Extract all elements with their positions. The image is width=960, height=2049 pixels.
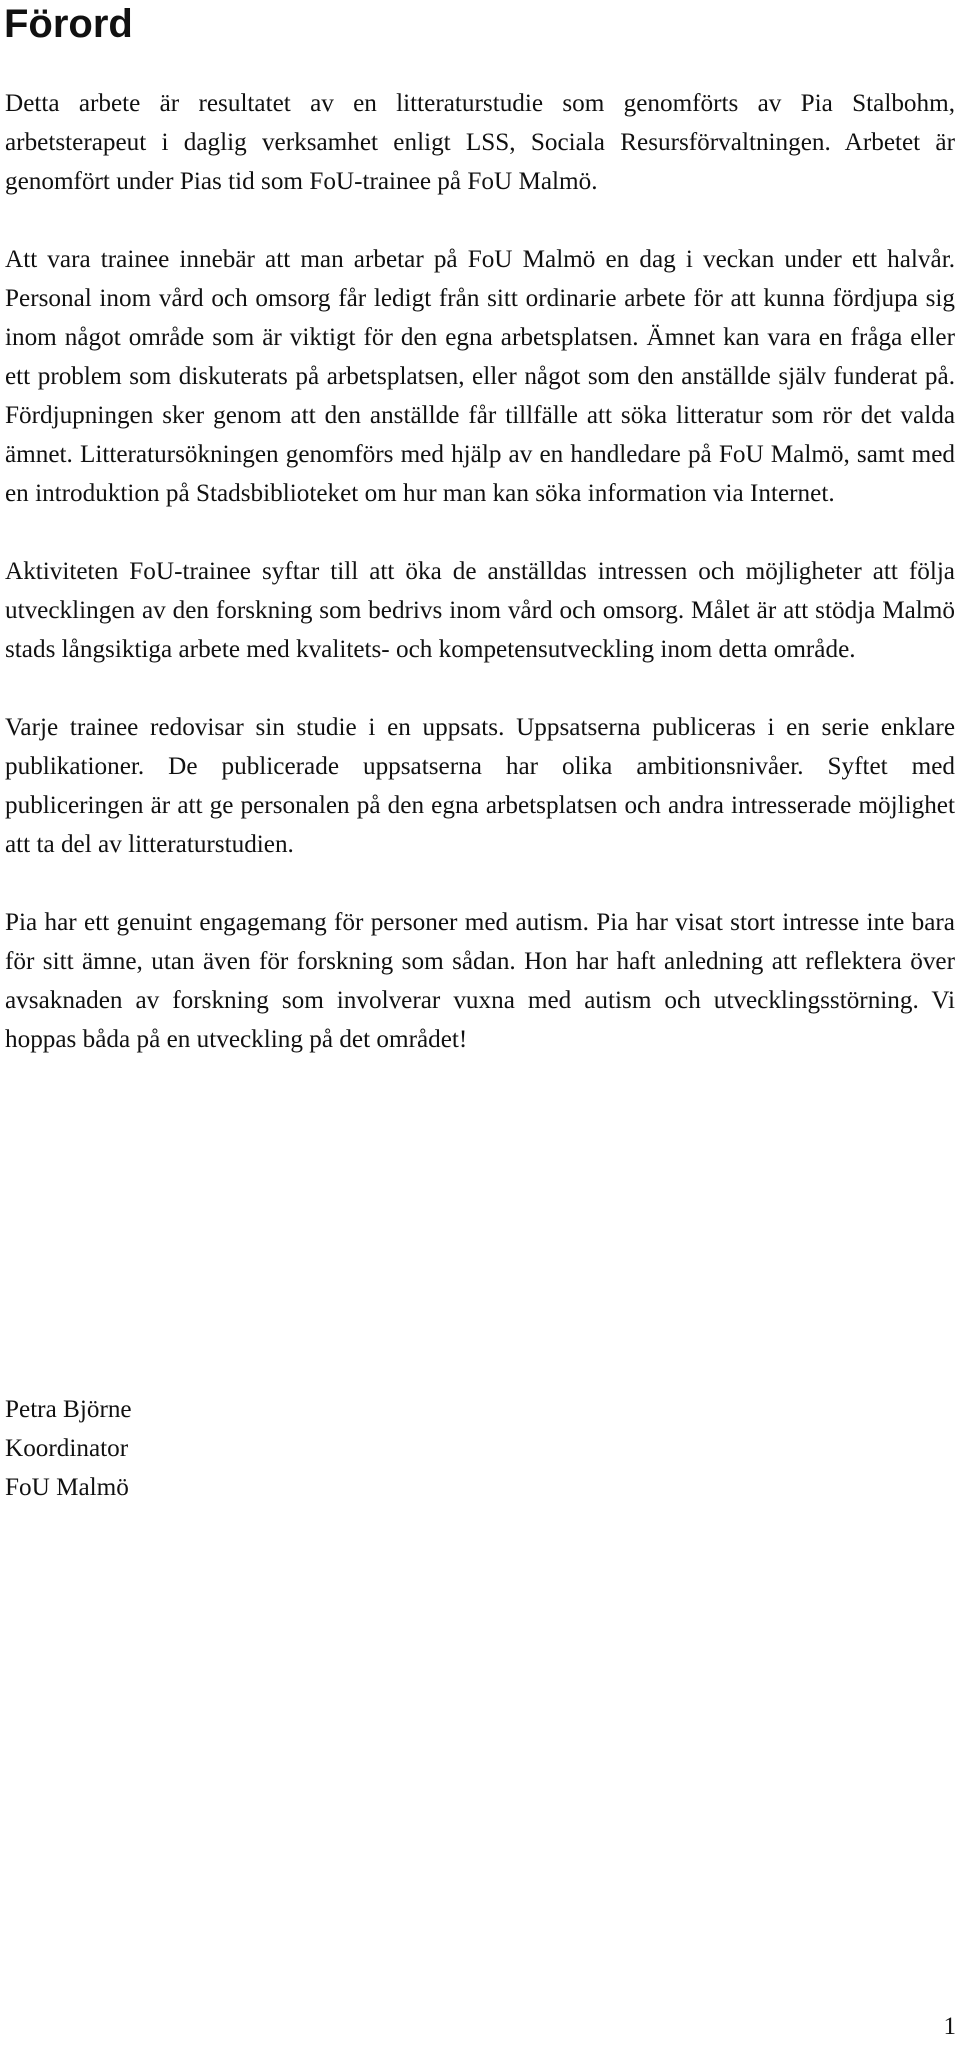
document-body bbox=[5, 84, 955, 1098]
signature-block bbox=[5, 1390, 132, 1507]
signature-organization: FoU Malmö bbox=[5, 1474, 129, 1501]
page-number: 1 bbox=[943, 2013, 956, 2040]
paragraph-3: Aktiviteten FoU-trainee syftar till att öka de anställdas intressen och möjligheter att följa utvecklingen av den forskning som bedrivs inom vård och omsorg. Målet är att stödja Malmö stads långsiktiga arbete med kvalitets- och kompetensutveckling inom detta område. bbox=[5, 558, 955, 663]
paragraph-2: Att vara trainee innebär att man arbetar på FoU Malmö en dag i veckan under ett halvår. Personal inom vård och omsorg får ledigt från sitt ordinarie arbete för att kunna fördjupa sig inom något område som är viktigt för den egna arbetsplatsen. Ämnet kan vara en fråga eller ett problem som diskuterats på arbetsplatsen, eller något som den anställde själv funderat på. Fördjupningen sker genom att den anställde får tillfälle att söka litteratur som rör det valda ämnet. Litteratursökningen genomförs med hjälp av en handledare på FoU Malmö, samt med en introduktion på Stadsbiblioteket om hur man kan söka information via Internet. bbox=[5, 246, 955, 507]
page-title: Förord bbox=[4, 2, 133, 46]
signature-name: Petra Björne bbox=[5, 1396, 132, 1423]
paragraph-5: Pia har ett genuint engagemang för personer med autism. Pia har visat stort intresse inte bara för sitt ämne, utan även för forskning som sådan. Hon har haft anledning att reflektera över avsaknaden av forskning som involverar vuxna med autism och utvecklingsstörning. Vi hoppas båda på en utveckling på det området! bbox=[5, 909, 955, 1053]
signature-role: Koordinator bbox=[5, 1435, 129, 1462]
paragraph-4: Varje trainee redovisar sin studie i en uppsats. Uppsatserna publiceras i en serie enklare publikationer. De publicerade uppsatserna har olika ambitionsnivåer. Syftet med publiceringen är att ge personalen på den egna arbetsplatsen och andra intresserade möjlighet att ta del av litteraturstudien. bbox=[5, 714, 955, 858]
paragraph-1: Detta arbete är resultatet av en litteraturstudie som genomförts av Pia Stalbohm, arbetsterapeut i daglig verksamhet enligt LSS, Sociala Resursförvaltningen. Arbetet är genomfört under Pias tid som FoU-trainee på FoU Malmö. bbox=[5, 90, 955, 195]
